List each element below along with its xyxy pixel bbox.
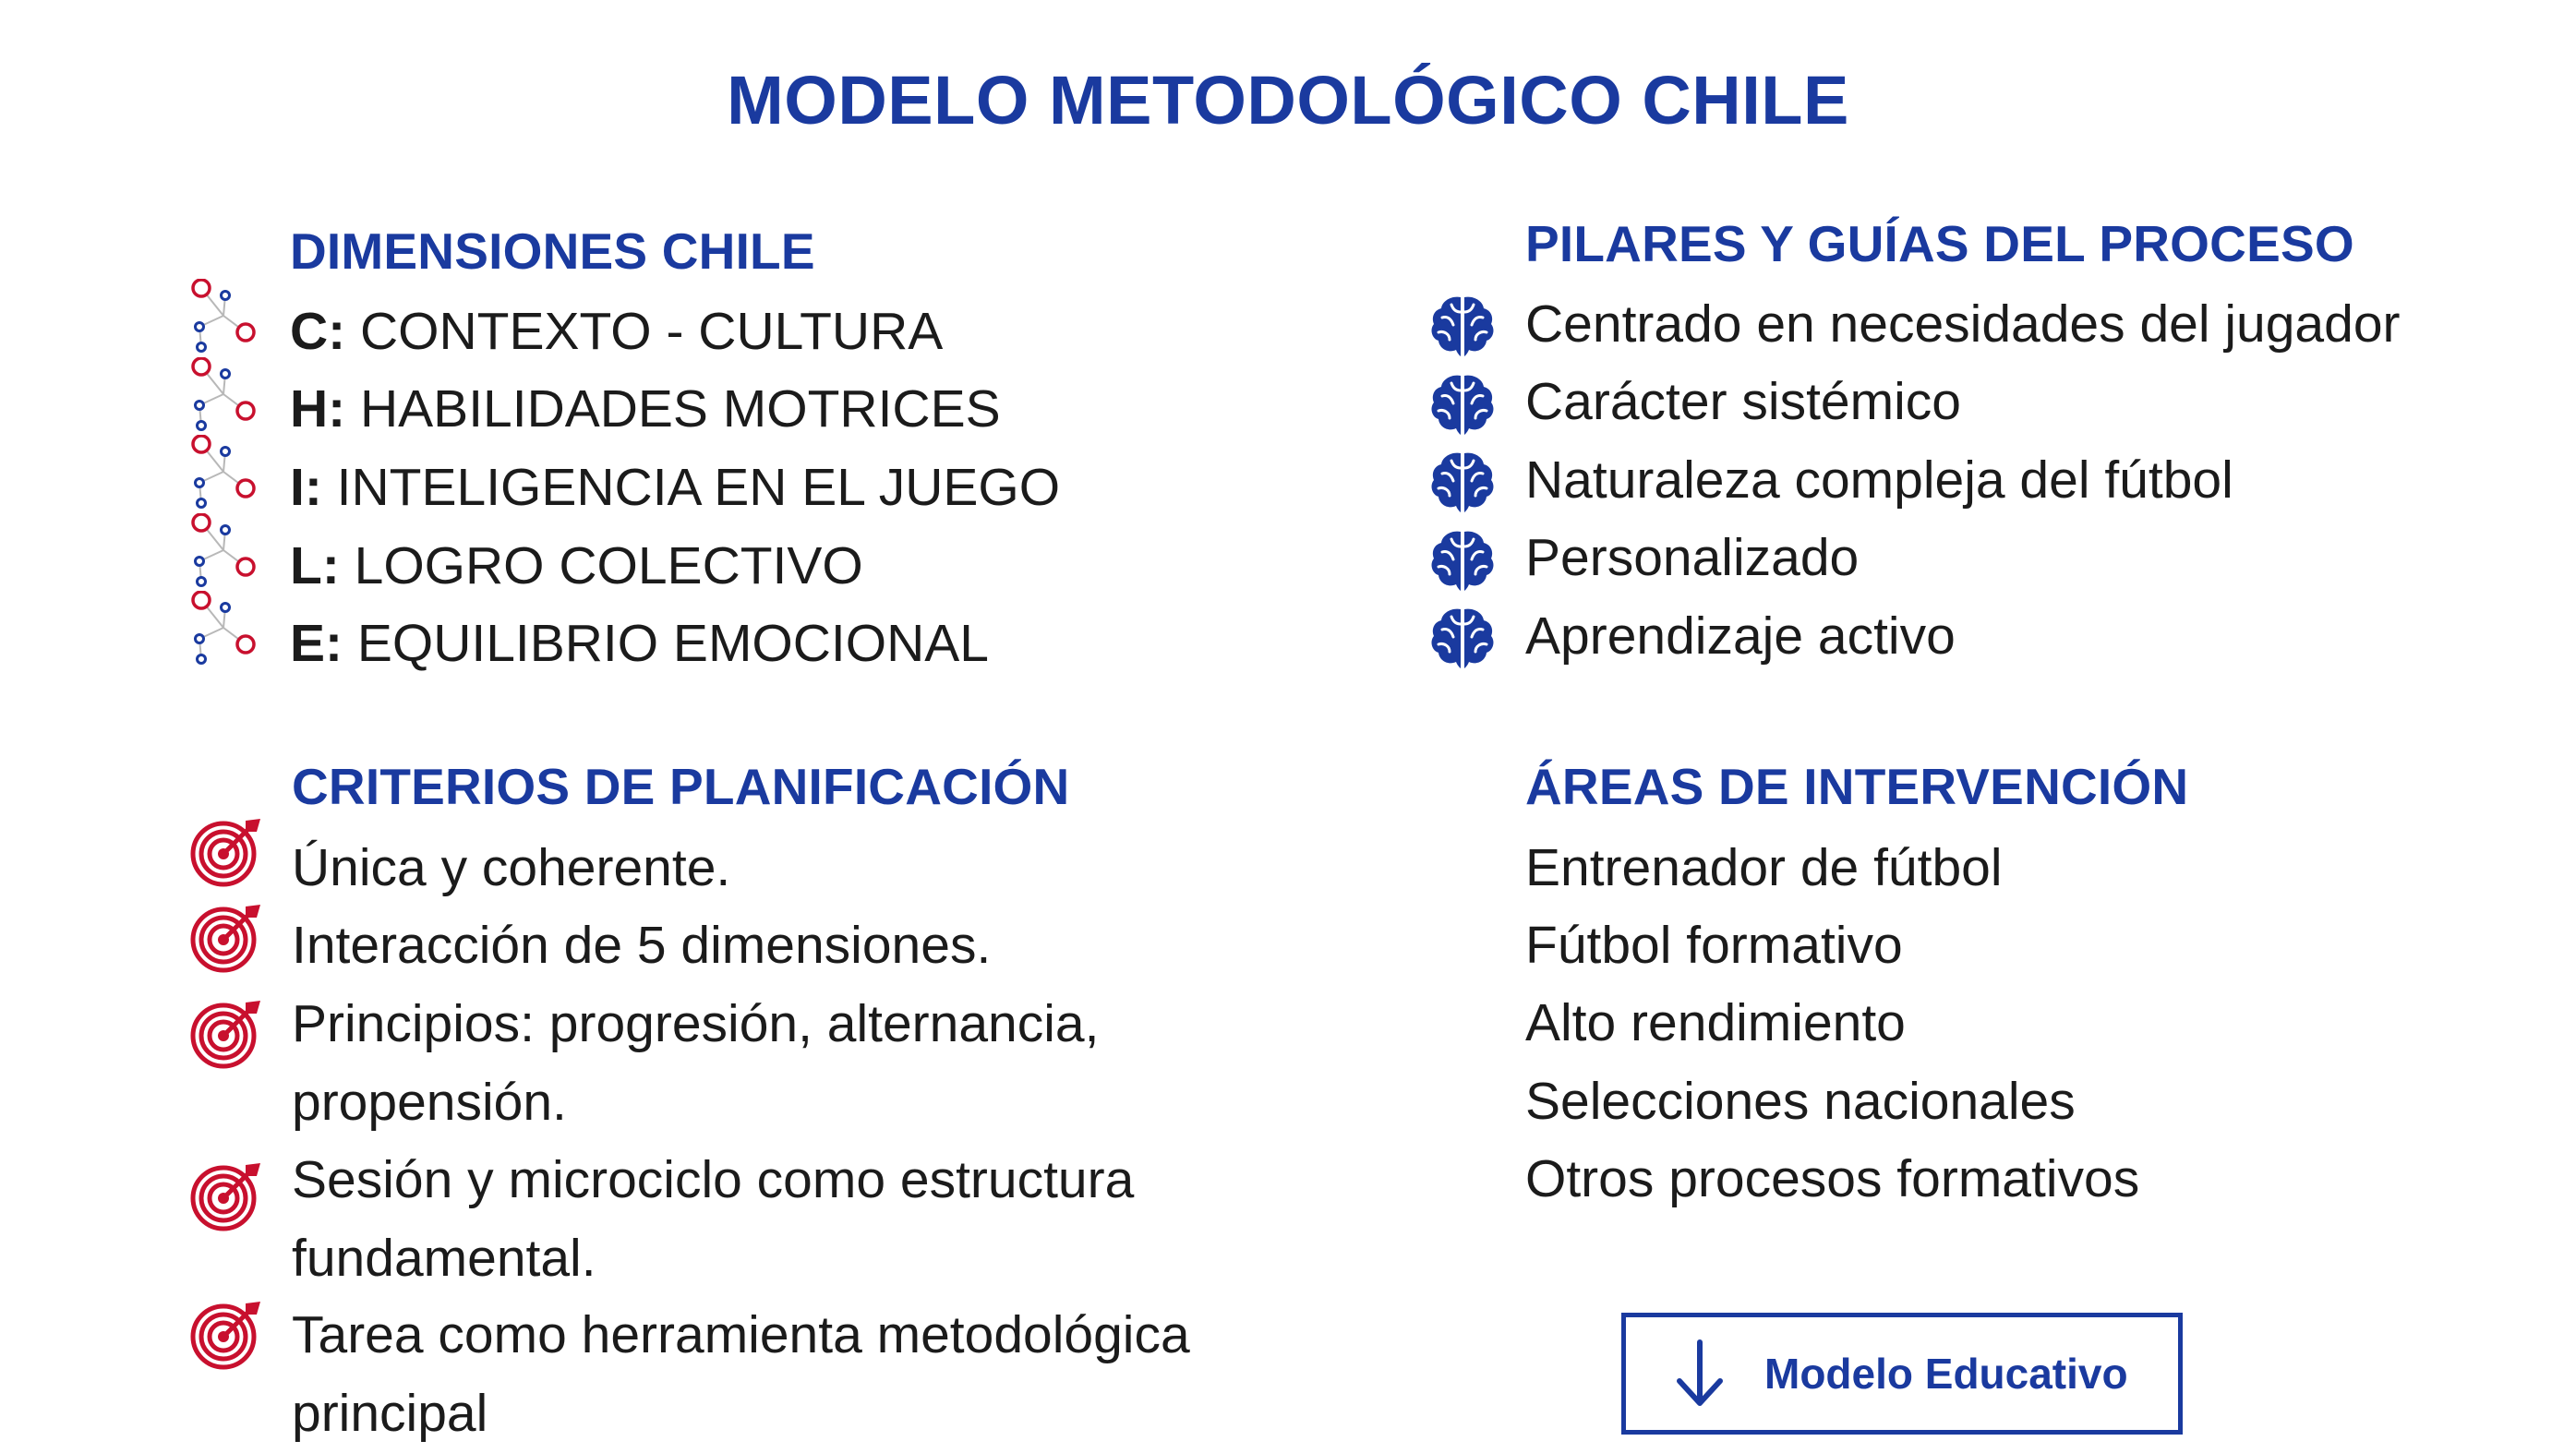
criteria-heading: CRITERIOS DE PLANIFICACIÓN bbox=[292, 758, 1070, 815]
target-icon bbox=[190, 901, 264, 975]
criteria-item: Principios: progresión, alternancia, propensión. bbox=[292, 994, 1100, 1132]
network-nodes-icon bbox=[188, 513, 262, 591]
target-icon bbox=[190, 815, 264, 889]
target-icon bbox=[190, 1159, 264, 1233]
brain-icon bbox=[1429, 526, 1496, 593]
brain-icon bbox=[1429, 370, 1496, 437]
arrow-down-icon bbox=[1672, 1337, 1727, 1411]
area-item: Fútbol formativo bbox=[1525, 916, 1903, 975]
criteria-item: Tarea como herramienta metodológica principal bbox=[292, 1305, 1190, 1443]
network-nodes-icon bbox=[188, 279, 262, 356]
area-item: Otros procesos formativos bbox=[1525, 1149, 2140, 1208]
modelo-educativo-label: Modelo Educativo bbox=[1764, 1350, 2128, 1398]
area-item: Selecciones nacionales bbox=[1525, 1072, 2076, 1131]
pillar-item: Personalizado bbox=[1525, 528, 1860, 587]
brain-icon bbox=[1429, 448, 1496, 514]
areas-heading: ÁREAS DE INTERVENCIÓN bbox=[1525, 758, 2189, 815]
target-icon bbox=[190, 997, 264, 1071]
page-title: MODELO METODOLÓGICO CHILE bbox=[727, 62, 1849, 138]
area-item: Entrenador de fútbol bbox=[1525, 838, 2003, 897]
target-icon bbox=[190, 1298, 264, 1372]
criteria-item: Sesión y microciclo como estructura fundamental. bbox=[292, 1150, 1135, 1288]
dimension-item-l: L: LOGRO COLECTIVO bbox=[290, 536, 863, 595]
area-item: Alto rendimiento bbox=[1525, 993, 1906, 1052]
pillars-heading: PILARES Y GUÍAS DEL PROCESO bbox=[1525, 215, 2354, 272]
brain-icon bbox=[1429, 292, 1496, 358]
criteria-item: Interacción de 5 dimensiones. bbox=[292, 916, 992, 975]
modelo-educativo-button[interactable] bbox=[1621, 1313, 2183, 1435]
pillar-item: Carácter sistémico bbox=[1525, 372, 1961, 431]
network-nodes-icon bbox=[188, 435, 262, 512]
dimension-item-e: E: EQUILIBRIO EMOCIONAL bbox=[290, 614, 989, 673]
brain-icon bbox=[1429, 604, 1496, 670]
dimension-item-c: C: CONTEXTO - CULTURA bbox=[290, 302, 944, 361]
pillar-item: Centrado en necesidades del jugador bbox=[1525, 294, 2401, 354]
network-nodes-icon bbox=[188, 591, 262, 668]
network-nodes-icon bbox=[188, 357, 262, 435]
dimension-item-h: H: HABILIDADES MOTRICES bbox=[290, 379, 1001, 438]
pillar-item: Aprendizaje activo bbox=[1525, 606, 1956, 666]
pillar-item: Naturaleza compleja del fútbol bbox=[1525, 450, 2233, 510]
dimension-item-i: I: INTELIGENCIA EN EL JUEGO bbox=[290, 458, 1061, 517]
criteria-item: Única y coherente. bbox=[292, 838, 731, 897]
dimensions-heading: DIMENSIONES CHILE bbox=[290, 222, 815, 280]
